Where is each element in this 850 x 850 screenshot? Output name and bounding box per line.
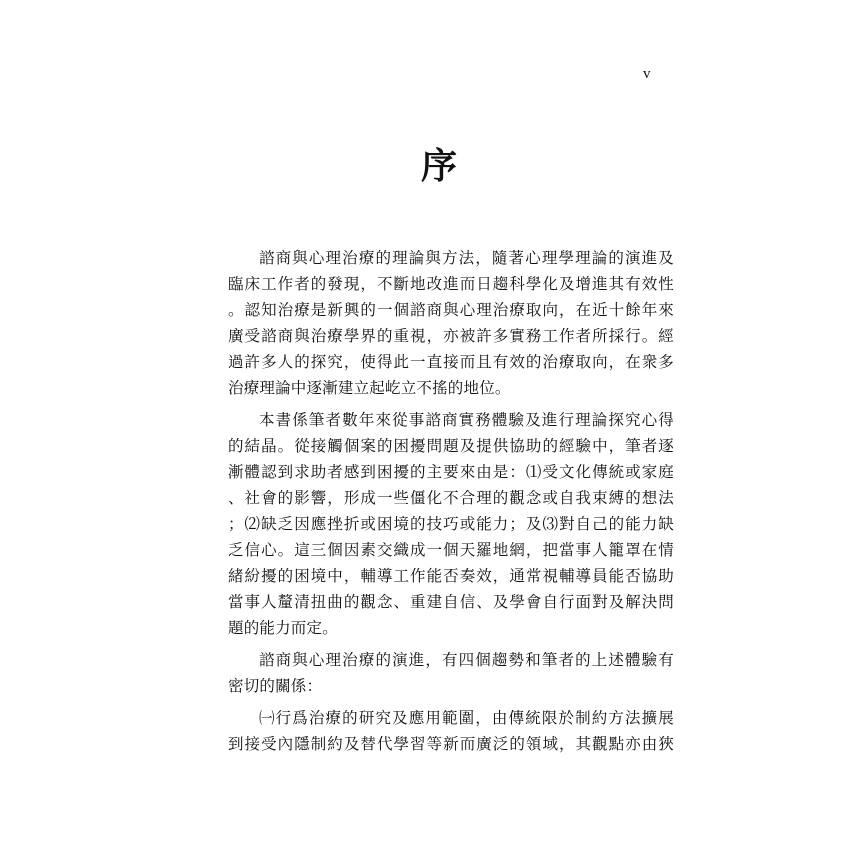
text-line: 、社會的影響，形成一些僵化不合理的觀念或自我束縛的想法 <box>228 489 674 507</box>
text-line: 漸體認到求助者感到困擾的主要來由是：⑴受文化傳統或家庭 <box>228 463 674 481</box>
text-line: 到接受內隱制約及替代學習等新而廣泛的領域，其觀點亦由狹 <box>228 735 674 753</box>
text-line: 緒紛擾的困境中，輔導工作能否奏效，通常視輔導員能否協助 <box>228 567 674 585</box>
text-line: 的結晶。從接觸個案的困擾問題及提供協助的經驗中，筆者逐 <box>228 437 674 455</box>
text-line: 過許多人的探究，使得此一直接而且有效的治療取向，在衆多 <box>228 353 674 371</box>
paragraph-3 <box>228 647 674 699</box>
text-line: 題的能力而定。 <box>228 619 338 637</box>
text-line: 臨床工作者的發現，不斷地改進而日趨科學化及增進其有效性 <box>228 275 674 293</box>
text-line: ㈠行爲治療的研究及應用範圍，由傳統限於制約方法擴展 <box>259 709 674 727</box>
text-line: 當事人釐清扭曲的觀念、重建自信、及學會自行面對及解決問 <box>228 593 674 611</box>
paragraph-4 <box>228 705 674 757</box>
text-line: 。認知治療是新興的一個諮商與心理治療取向，在近十餘年來 <box>228 301 674 319</box>
paragraph-1 <box>228 245 674 401</box>
text-line: 本書係筆者數年來從事諮商實務體驗及進行理論探究心得 <box>259 411 674 429</box>
text-line: 諮商與心理治療的演進，有四個趨勢和筆者的上述體驗有 <box>259 651 674 669</box>
page-number: v <box>643 66 651 82</box>
chapter-title: 序 <box>420 146 457 187</box>
paragraph-2 <box>228 407 674 641</box>
text-line: 廣受諮商與治療學界的重視，亦被許多實務工作者所採行。經 <box>228 327 674 345</box>
text-line: 諮商與心理治療的理論與方法，隨著心理學理論的演進及 <box>259 249 674 267</box>
text-line: 治療理論中逐漸建立起屹立不搖的地位。 <box>228 379 511 397</box>
text-line: 密切的關係： <box>228 677 323 695</box>
text-line: 乏信心。這三個因素交織成一個天羅地網，把當事人籠罩在情 <box>228 541 674 559</box>
preface-body <box>228 245 674 757</box>
text-line: ；⑵缺乏因應挫折或困境的技巧或能力；及⑶對自己的能力缺 <box>228 515 674 533</box>
